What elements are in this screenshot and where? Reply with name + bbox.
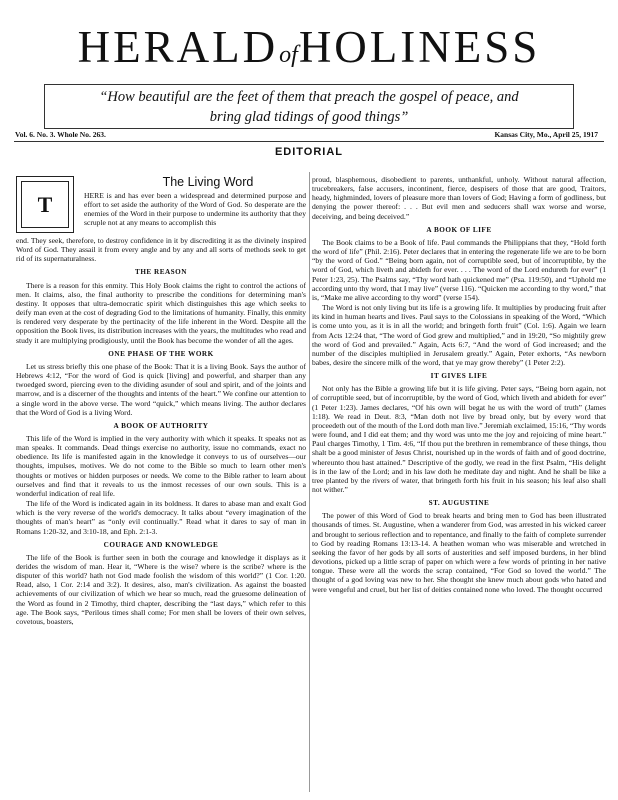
motto-line-2: bring glad tidings of good things” [209,109,409,125]
article-title: The Living Word [162,175,254,189]
subheading-augustine: ST. AUGUSTINE [428,499,490,508]
subheading-courage: COURAGE AND KNOWLEDGE [103,540,219,549]
masthead-title [14,22,604,80]
subheading-life: A BOOK OF LIFE [426,225,492,234]
paragraph: The power of this Word of God to break hearts and bring men to God has been illustrated thousands of times. St. Augustine, when a wanderer from God, was arrested in his wicked career and brought to serious reflection and to repentance, and finally to the faith of complete surrender to God by reading Romans 13:13-14. A heathen woman who was miserable and wretched in seeking the favor of her gods by all sorts of austerities and self imposed burdens, in her blind devotions, picked up a little scrap of paper on which were a few words of printing in her native tongue. These were all the words the scrap contained, “For God so loved the world.” The thought of a god loving was new to her. She thought she knew much about gods who hated and were vengeful and cruel, but her list of deities contained none who loved. The thought occurred [312,511,606,594]
subheading-reason: THE REASON [135,268,187,277]
paragraph: Not only has the Bible a growing life but it is life giving. Peter says, “Being born again, not of corruptible seed, but of incorruptible, by the word of God, which liveth and abideth for ever” (1 Peter 1:23). James declares, “Of his own will begat he us with the word of truth” (James 1:18). We read in Deut. 8:3, “Man doth not live by bread only, but by every word that proceedeth out of the mouth of the Lord doth man live.” Jeremiah exclaimed, 15:16, “Thy words were found, and I did eat them; and thy word was unto me the joy and rejoicing of mine heart.” Paul charges Timothy, 1 Tim. 4:6, “If thou put the brethren in remembrance of these things, thou shalt be a good minister of Jesus Christ, nourished up in the words of faith and of good doctrine, whereunto thou hast attained.” Descriptive of the godly, we read in the first Psalm, “His delight is in the law of the Lord; and in his law doth he meditate day and night. And he shall be like a tree planted by the rivers of water, that bringeth forth his fruit in his season; his leaf also shall not wither.” [312,384,606,494]
paragraph: end. They seek, therefore, to destroy confidence in it by discrediting it as the divinely inspired Word of God. They assail it from every angle and by any and all sorts of methods seek to get rid of its supernaturalness. [16,236,306,264]
drop-cap-box [16,176,74,233]
paragraph: The life of the Book is further seen in both the courage and knowledge it displays as it derides the wisdom of man. Hear it, “Where is the wise? where is the scribe? where is the disputer of this world? hath not God made foolish the wisdom of this world?” (1 Cor. 1:20. Read, also, 1 Cor. 2:14 and 3:2). It desires, also, man's civilization. As against the boasted achievements of our civilization of which we hear so much, read the gruesome delineation of the Word as found in 2 Timothy, third chapter, describing the “last days,” which refer to this age. The Book says, “Perilous times shall come; For men shall be lovers of their own selves, covetous, boasters, [16,552,306,626]
drop-cap-letter: T [21,181,69,228]
subheading-authority: A BOOK OF AUTHORITY [113,421,209,430]
header-rule [14,141,604,142]
paragraph: This life of the Word is implied in the very authority with which it speaks. It speaks not as man speaks. It commands. Dead things exercise no authority, issue no commands, exact no obedience. Its life is manifested again in the knowledge it conveys to us of ourselves—our thoughts, impulses, motives. We do not come to the Bible so much to learn other men's thoughts or motives or hidden purposes or needs. We come to the Bible rather to learn about ourselves and find that it reveals to us the inmost recesses of our own souls. This is a wonderful indication of real life. [16,433,306,498]
paragraph: Let us stress briefly this one phase of the Book: That it is a living Book. Says the author of Hebrews 4:12, “For the word of God is quick [living] and powerful, and sharper than any twoedged sword, piercing even to the dividing asunder of soul and spirit, and of the joints and marrow, and is a discerner of the thoughts and intents of the heart.” We confine our attention to a single word in the above verse. The word “quick,” which means living. The author declares that the Word of God is a living Word. [16,361,306,417]
subheading-phase: ONE PHASE OF THE WORK [108,349,214,358]
masthead-of: of [279,42,298,68]
paragraph: The Word is not only living but its life is a growing life. It multiplies by producing fruit after its kind in human hearts and lives. Paul says to the Colossians in speaking of the Word, “Which is come unto you, as it is in all the world; and bringeth forth fruit” (Col. 1:6). Again we learn from Acts 12:24 that, “The word of God grew and multiplied,” and in 19:20, “So mightily grew the word of God and prevailed.” Again, Acts 6:7, “And the word of God increased; and the number of the disciples multiplied in Jerusalem greatly.” Again, Peter exhorts, “As newborn babes, desire the sincere milk of the word, that ye may grow thereby” (1 Peter 2:2). [312,303,606,367]
motto-line-1: “How beautiful are the feet of them that preach the gospel of peace, and [99,89,519,105]
left-column [16,236,306,792]
masthead-holiness: HOLINESS [298,22,541,72]
paragraph: The Book claims to be a Book of life. Paul commands the Philippians that they, “Hold forth the word of life” (Phil. 2:16). Peter declares that in entering the regenerate life we are to be born “by the word of God.” “Being born again, not of corruptible seed, but of incorruptible, by the word of God, which liveth and abideth for ever. . . . The word of the Lord endureth for ever” (1 Peter 1:23, 25). The Psalms say, “Thy word hath quickened me” (Psa. 119:50), and “Uphold me according unto thy word, that I may live” (verse 116). “Quicken me according to thy word,” that is, “Make me alive according to thy word” (verse 154). [312,237,606,302]
subheading-gives: IT GIVES LIFE [430,372,488,381]
paragraph: proud, blasphemous, disobedient to parents, unthankful, unholy. Without natural affection, trucebreakers, false accusers, incontinent, fierce, despisers of those that are good, Traitors, heady, highminded, lovers of pleasure more than lovers of God; Having a form of godliness, but denying the power thereof: . . . But evil men and seducers shall wax worse and worse, deceiving, and being deceived.” [312,175,606,221]
column-divider [309,172,310,792]
paragraph: The life of the Word is indicated again in its boldness. It dares to abase man and exalt God which is the very reverse of the world's democracy. It talks about “every imagination of the thoughts of man's heart” as “only evil continually.” Read what it dares to say of man in Romans 1:20-32, and 3:10-18, and Eph. 2:1-3. [16,499,306,536]
masthead-herald: HERALD [77,22,279,72]
right-column [312,175,606,792]
section-heading: EDITORIAL [274,146,344,158]
issue-volume: Vol. 6. No. 3. Whole No. 263. [15,130,106,139]
article-intro: HERE is and has ever been a widespread and determined purpose and effort to set aside the authority of the Word of God. So desperate are the enemies of the Word in their purpose to undermine its authority that they scruple not at any means to accomplish this [84,191,306,228]
paragraph: There is a reason for this enmity. This Holy Book claims the right to control the actions of men. It claims, also, the final authority to prescribe the conditions for determining man's destiny. It opposes that ultra-democratic spirit which distinguishes this age which seeks to deify man even at the cost of degrading God to the limitations of humanity. Finally, this enmity is rendered very desperate by the pertinacity of the life inherent in the Word. Despite all the opposition the Book lives, its distribution increases with the years, the multitudes who read and study it are multiplying prodigiously, until the Book has become the wonder of all the ages. [16,280,306,345]
issue-date: Kansas City, Mo., April 25, 1917 [494,130,598,139]
motto-box [44,84,574,129]
